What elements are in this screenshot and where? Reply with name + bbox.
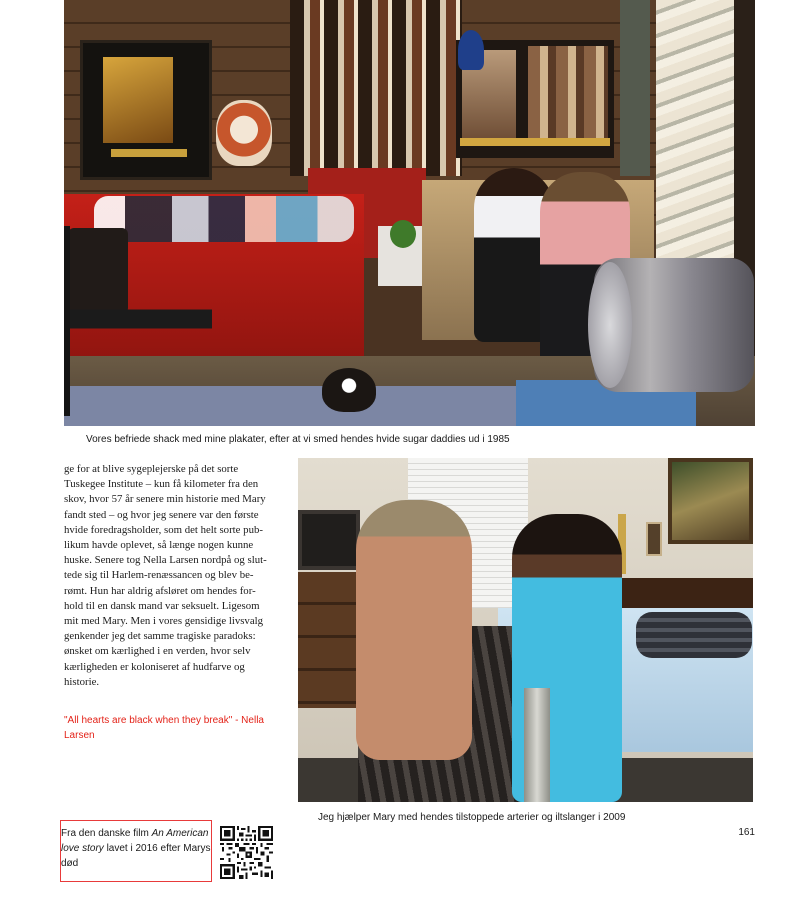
bottom-photo-caption: Jeg hjælper Mary med hendes tilstoppede arterier og iltslanger i 2009 [318, 812, 626, 823]
body-line: huske. Senere tog Nella Larsen nordpå og slut- [64, 554, 267, 567]
film-box-suffix: lavet i 2016 efter Marys [103, 843, 211, 854]
film-box-prefix: Fra den danske film [61, 828, 152, 839]
pull-quote-line2: Larsen [64, 730, 95, 741]
bottom-photo [298, 458, 753, 802]
pull-quote-line1: "All hearts are black when they break" - Nella [64, 715, 264, 726]
film-title-part2: love story [61, 843, 104, 854]
top-photo [64, 0, 755, 426]
body-line: ge for at blive sygeplejerske på det sorte [64, 463, 239, 475]
body-line: skov, hvor 57 år senere min historie med Mary [64, 493, 266, 506]
body-line: fandt sted – og hvor jeg senere var den første [64, 508, 259, 521]
body-line: likum havde oplevet, så længe nogen kunne [64, 539, 254, 552]
qr-code-icon[interactable] [220, 826, 273, 879]
body-line: genkender jeg det samme tragiske paradoks: [64, 630, 256, 643]
film-box-last-line: død [61, 858, 79, 869]
film-title-part1: An American [151, 828, 209, 839]
film-info-box [60, 820, 212, 882]
body-line: kærligheden er koloniseret af hudfarve og [64, 660, 245, 673]
body-line: tede sig til Harlem-renæssancen og blev be- [64, 569, 254, 582]
body-line: historie. [64, 675, 100, 688]
pull-quote [64, 713, 288, 743]
body-line: hvide foredragsholder, som det helt sorte pub- [64, 523, 263, 536]
body-text [64, 462, 288, 690]
body-line: Tuskegee Institute – kun få kilometer fra den [64, 478, 259, 491]
body-line: hold til en dansk mand var seksuelt. Ligesom [64, 599, 260, 612]
top-photo-caption: Vores befriede shack med mine plakater, efter at vi smed hendes hvide sugar daddies ud i 1985 [86, 434, 510, 445]
page-number: 161 [738, 827, 755, 838]
body-line: mit med Mary. Men i vores gensidige livsvalg [64, 615, 264, 628]
body-line: ønsket om kærlighed i en verden, hvor selv [64, 645, 251, 658]
poster-american-pictures-left [80, 40, 212, 180]
body-line: rømt. Hun har aldrig afsløret om hendes for- [64, 584, 256, 597]
